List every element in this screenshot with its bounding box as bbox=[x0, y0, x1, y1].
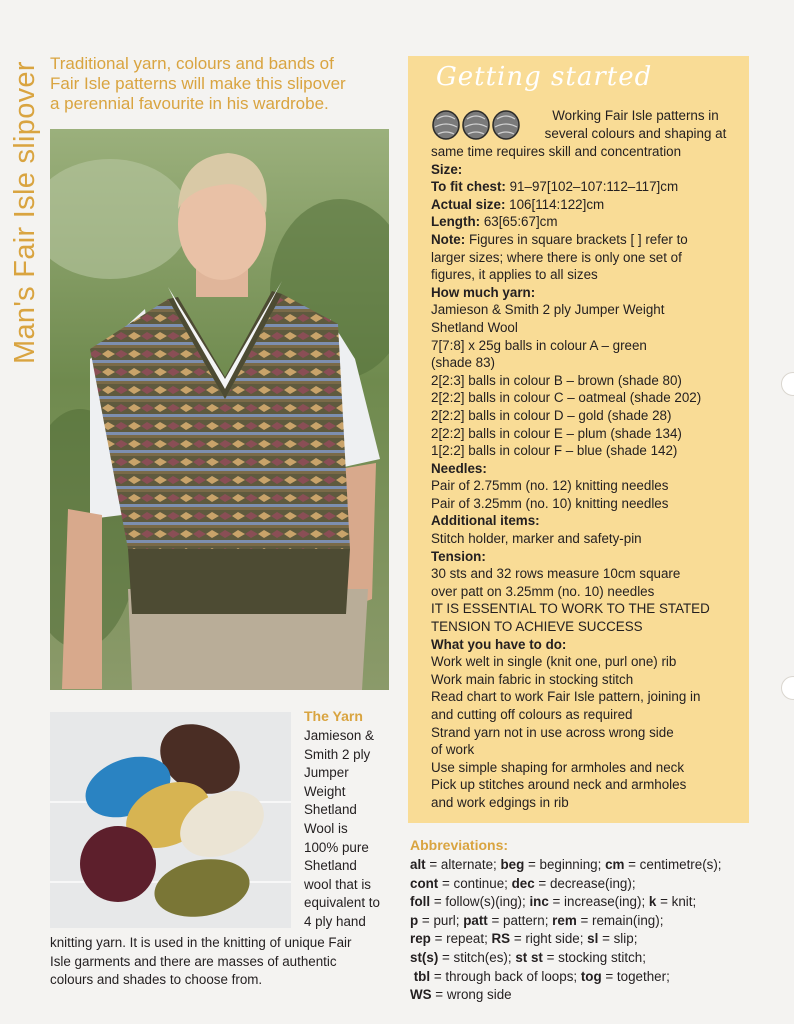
pattern-line bbox=[431, 249, 743, 267]
abbreviation-line bbox=[410, 968, 770, 987]
pattern-line bbox=[431, 653, 743, 671]
pattern-line bbox=[431, 213, 743, 231]
abbreviation-term: dec bbox=[511, 875, 535, 891]
bold-label: What you have to do: bbox=[431, 636, 567, 652]
pattern-line bbox=[431, 724, 743, 742]
yarn-description bbox=[304, 727, 396, 932]
abbreviation-meaning: = centimetre(s); bbox=[624, 857, 722, 872]
yarn-text-line: Shetland bbox=[304, 802, 357, 818]
line-text: Stitch holder, marker and safety-pin bbox=[431, 531, 642, 547]
abbreviation-term: tog bbox=[580, 968, 602, 984]
line-text: Shetland Wool bbox=[431, 319, 518, 335]
line-text: 63[65:67]cm bbox=[480, 214, 558, 230]
line-text: Jamieson & Smith 2 ply Jumper Weight bbox=[431, 302, 665, 318]
line-text: 2[2:3] balls in colour B – brown (shade 80) bbox=[431, 372, 682, 388]
pattern-line bbox=[431, 319, 743, 337]
pattern-line bbox=[431, 407, 743, 425]
abbreviation-term: cont bbox=[410, 875, 439, 891]
pattern-line bbox=[431, 425, 743, 443]
getting-started-title: Getting started bbox=[436, 62, 653, 92]
pattern-line bbox=[431, 741, 743, 759]
abbreviation-term: st st bbox=[515, 949, 543, 965]
pattern-line bbox=[431, 794, 743, 812]
line-text: 2[2:2] balls in colour D – gold (shade 28) bbox=[431, 407, 672, 423]
line-text: Pair of 2.75mm (no. 12) knitting needles bbox=[431, 478, 669, 494]
line-text: (shade 83) bbox=[431, 355, 496, 371]
pattern-line bbox=[431, 389, 743, 407]
pattern-line bbox=[431, 530, 743, 548]
line-text: figures, it applies to all sizes bbox=[431, 267, 598, 283]
intro-text bbox=[50, 54, 370, 114]
abbreviation-meaning: = pattern; bbox=[487, 912, 553, 928]
getting-started-body bbox=[431, 143, 743, 812]
binder-hole bbox=[781, 372, 794, 396]
line-text: Figures in square brackets [ ] refer to bbox=[465, 231, 688, 247]
bold-label: To fit chest: bbox=[431, 179, 506, 195]
yarn-text-line: 4 ply hand bbox=[304, 913, 366, 929]
section-heading bbox=[431, 460, 743, 478]
line-text: 2[2:2] balls in colour E – plum (shade 134) bbox=[431, 425, 682, 441]
pattern-line bbox=[431, 231, 743, 249]
pattern-line bbox=[431, 266, 743, 284]
bold-label: How much yarn: bbox=[431, 284, 536, 300]
yarn-text-line: wool that is bbox=[304, 876, 371, 892]
abbreviation-line bbox=[410, 986, 770, 1005]
line-text: and cutting off colours as required bbox=[431, 707, 633, 722]
section-heading bbox=[431, 161, 743, 179]
bold-label: Actual size: bbox=[431, 196, 506, 212]
bold-label: Tension: bbox=[431, 548, 486, 564]
intro-line: Fair Isle patterns will make this slipover bbox=[50, 74, 346, 93]
abbreviation-meaning: = decrease(ing); bbox=[534, 875, 636, 891]
abbreviation-meaning: = knit; bbox=[656, 894, 697, 910]
pattern-line bbox=[431, 143, 743, 161]
line-text: 1[2:2] balls in colour F – blue (shade 142) bbox=[431, 443, 678, 459]
pattern-line bbox=[431, 178, 743, 196]
pattern-line bbox=[431, 565, 743, 583]
abbreviation-line bbox=[410, 856, 770, 875]
skill-level-icon bbox=[432, 103, 522, 146]
pattern-line bbox=[431, 354, 743, 372]
abbreviation-line bbox=[410, 912, 770, 931]
abbreviation-term: k bbox=[648, 894, 657, 910]
pattern-line bbox=[431, 706, 743, 724]
abbreviation-meaning: = together; bbox=[601, 968, 670, 984]
pattern-line bbox=[431, 372, 743, 390]
abbreviation-term: beg bbox=[500, 857, 525, 872]
pattern-line bbox=[431, 442, 743, 460]
skill-line: several colours and shaping at bbox=[544, 125, 727, 141]
abbreviation-term: rem bbox=[552, 912, 577, 928]
abbreviation-meaning: = increase(ing); bbox=[548, 894, 649, 910]
yarn-text-line: equivalent to bbox=[304, 895, 380, 911]
vertical-title: Man's Fair Isle slipover bbox=[9, 61, 41, 364]
abbreviation-term: p bbox=[410, 912, 419, 928]
pattern-line bbox=[431, 759, 743, 777]
pattern-line bbox=[431, 196, 743, 214]
pattern-line bbox=[431, 671, 743, 689]
pattern-line bbox=[431, 600, 743, 618]
line-text: and work edgings in rib bbox=[431, 794, 569, 810]
abbreviation-meaning: = wrong side bbox=[431, 987, 512, 1003]
abbreviation-line bbox=[410, 875, 770, 894]
line-text: 91–97[102–107:112–117]cm bbox=[505, 179, 679, 195]
abbreviation-meaning: = right side; bbox=[510, 931, 588, 947]
abbreviation-term: WS bbox=[410, 987, 432, 1003]
abbreviations-list bbox=[410, 856, 770, 1005]
line-text: of work bbox=[431, 742, 475, 758]
yarn-heading: The Yarn bbox=[304, 708, 363, 724]
bold-label: Note: bbox=[431, 231, 466, 247]
abbreviation-meaning: = beginning; bbox=[524, 857, 606, 872]
pattern-line bbox=[431, 495, 743, 513]
abbreviation-meaning: = slip; bbox=[598, 931, 638, 947]
abbreviation-term: st(s) bbox=[410, 949, 439, 965]
abbreviation-term: foll bbox=[410, 894, 431, 910]
pattern-line bbox=[431, 688, 743, 706]
bold-label: Size: bbox=[431, 161, 463, 177]
yarn-text-line: Shetland bbox=[304, 858, 357, 874]
line-text: Work main fabric in stocking stitch bbox=[431, 671, 634, 687]
yarn-text-line: knitting yarn. It is used in the knitting of unique Fair bbox=[50, 935, 352, 950]
line-text: Strand yarn not in use across wrong side bbox=[431, 724, 674, 740]
abbreviation-term: cm bbox=[605, 857, 625, 872]
abbreviation-meaning: = repeat; bbox=[430, 931, 492, 947]
section-heading bbox=[431, 512, 743, 530]
line-text: 7[7:8] x 25g balls in colour A – green bbox=[431, 337, 647, 353]
abbreviation-term: rep bbox=[410, 931, 431, 947]
abbreviation-meaning: = purl; bbox=[418, 912, 464, 928]
abbreviation-meaning: = remain(ing); bbox=[576, 912, 664, 928]
abbreviation-term: patt bbox=[463, 912, 488, 928]
abbreviations-heading: Abbreviations: bbox=[410, 837, 509, 853]
yarn-description-continued bbox=[50, 934, 396, 990]
pattern-line bbox=[431, 337, 743, 355]
yarn-balls-photo bbox=[50, 712, 291, 928]
line-text: IT IS ESSENTIAL TO WORK TO THE STATED bbox=[431, 601, 710, 617]
line-text: Pick up stitches around neck and armholes bbox=[431, 777, 687, 793]
abbreviation-meaning: = continue; bbox=[438, 875, 512, 891]
section-heading bbox=[431, 548, 743, 566]
yarn-text-line: Smith 2 ply bbox=[304, 746, 371, 762]
abbreviation-line bbox=[410, 893, 770, 912]
yarn-text-line: Jumper bbox=[304, 765, 349, 781]
abbreviation-meaning: = through back of loops; bbox=[430, 968, 581, 984]
pattern-line bbox=[431, 583, 743, 601]
abbreviation-line bbox=[410, 949, 770, 968]
section-heading bbox=[431, 284, 743, 302]
line-text: Read chart to work Fair Isle pattern, joining in bbox=[431, 689, 701, 705]
intro-line: Traditional yarn, colours and bands of bbox=[50, 54, 334, 73]
line-text: 30 sts and 32 rows measure 10cm square bbox=[431, 566, 681, 582]
abbreviation-meaning: = follow(s)(ing); bbox=[430, 894, 530, 910]
abbreviation-line bbox=[410, 930, 770, 949]
pattern-line bbox=[431, 301, 743, 319]
line-text: 106[114:122]cm bbox=[505, 196, 605, 212]
line-text: Work welt in single (knit one, purl one) rib bbox=[431, 654, 677, 670]
abbreviation-term: inc bbox=[529, 894, 549, 910]
abbreviation-term: tbl bbox=[410, 968, 431, 984]
section-heading bbox=[431, 636, 743, 654]
abbreviation-term: sl bbox=[587, 931, 599, 947]
line-text: Pair of 3.25mm (no. 10) knitting needles bbox=[431, 495, 669, 511]
yarn-text-line: colours and shades to choose from. bbox=[50, 972, 263, 988]
abbreviation-term: alt bbox=[410, 857, 426, 872]
binder-hole bbox=[781, 676, 794, 700]
bold-label: Additional items: bbox=[431, 513, 540, 529]
model-photo bbox=[50, 129, 389, 690]
pattern-line bbox=[431, 477, 743, 495]
yarn-text-line: Weight bbox=[304, 783, 346, 799]
line-text: Use simple shaping for armholes and neck bbox=[431, 759, 685, 775]
abbreviation-meaning: = stitch(es); bbox=[438, 949, 516, 965]
bold-label: Length: bbox=[431, 214, 481, 230]
line-text: larger sizes; where there is only one set of bbox=[431, 249, 682, 265]
abbreviation-term: RS bbox=[491, 931, 511, 947]
line-text: same time requires skill and concentration bbox=[431, 144, 682, 159]
intro-line: a perennial favourite in his wardrobe. bbox=[50, 94, 329, 113]
line-text: over patt on 3.25mm (no. 10) needles bbox=[431, 583, 655, 599]
line-text: 2[2:2] balls in colour C – oatmeal (shade 202) bbox=[431, 390, 702, 406]
line-text: TENSION TO ACHIEVE SUCCESS bbox=[431, 619, 643, 635]
yarn-text-line: 100% pure bbox=[304, 839, 369, 855]
yarn-text-line: Jamieson & bbox=[304, 728, 374, 743]
skill-line: Working Fair Isle patterns in bbox=[552, 108, 719, 123]
yarn-text-line: Wool is bbox=[304, 820, 348, 836]
pattern-line bbox=[431, 618, 743, 636]
abbreviation-meaning: = stocking stitch; bbox=[542, 949, 646, 965]
yarn-text-line: Isle garments and there are masses of authentic bbox=[50, 953, 337, 969]
abbreviation-meaning: = alternate; bbox=[425, 857, 501, 872]
pattern-line bbox=[431, 776, 743, 794]
skill-description bbox=[533, 107, 738, 142]
bold-label: Needles: bbox=[431, 460, 487, 476]
